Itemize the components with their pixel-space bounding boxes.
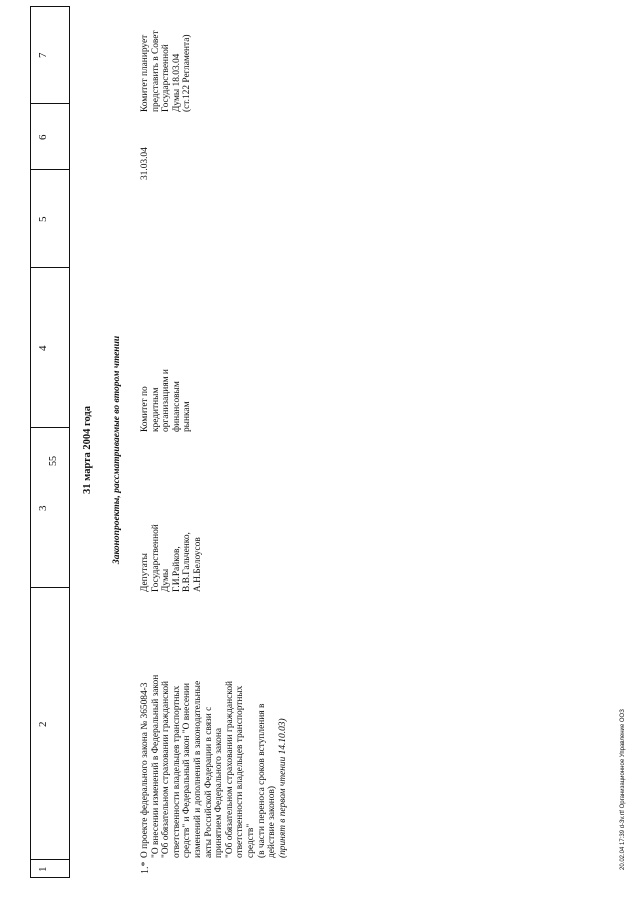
header-cell-4 <box>31 267 69 427</box>
author-line: В.В.Гальченко, <box>182 532 193 592</box>
bill-title-line: акты Российской Федерации в связи с <box>203 706 214 858</box>
author-line: А.Н.Белоусов <box>192 537 203 592</box>
bill-title-line: ответственности владельцев транспортных <box>171 685 182 858</box>
bill-title-line: средств" и Федеральный закон "О внесении <box>182 682 193 858</box>
note-line: Государственной <box>161 44 172 112</box>
header-cell-5 <box>31 169 69 267</box>
bill-title-line: "О внесении изменений в Федеральный закон <box>150 674 161 858</box>
committee-line: Комитет по <box>140 386 150 432</box>
bill-title-line: средств" <box>245 823 256 858</box>
bill-title-line: ответственности владельцев транспортных <box>235 685 246 858</box>
committee-line: кредитным <box>150 387 161 432</box>
bill-title-line: "Об обязательном страховании гражданской <box>224 680 235 858</box>
row-number: 1.* <box>140 861 151 874</box>
header-cell-1 <box>31 859 69 877</box>
bill-title-line: "Об обязательном страховании гражданской <box>161 680 172 858</box>
author-line: Депутаты <box>140 553 150 592</box>
committee-line: рынкам <box>182 401 193 432</box>
section-heading: Законопроекты, рассматриваемые во втором чтении <box>112 335 122 565</box>
committee-line: организациям и <box>161 369 172 432</box>
page-number: 55 <box>48 456 59 466</box>
committee-note <box>140 2 193 112</box>
first-reading-note: (принят в первом чтении 14.10.03) <box>277 718 288 858</box>
note-line: Комитет планирует <box>140 34 150 112</box>
header-number: 4 <box>37 345 49 351</box>
bill-authors <box>140 442 204 592</box>
bill-title-line: действие законов) <box>267 785 278 858</box>
column-number-header <box>30 6 70 878</box>
note-line: представить в Совет <box>150 30 161 112</box>
author-line: Г.И.Райков, <box>171 546 182 592</box>
author-line: Думы <box>161 568 172 592</box>
header-cell-6 <box>31 103 69 169</box>
bill-title-line: О проекте федерального закона № 365084-3 <box>140 682 150 858</box>
bill-title <box>140 638 288 858</box>
header-number: 2 <box>37 721 49 727</box>
header-cell-3 <box>31 427 69 587</box>
header-cell-2 <box>31 587 69 859</box>
header-cell-7 <box>31 5 69 103</box>
file-footer: 20.02.04 17:39 d-3v.rtf Организационное Управление ООЗ <box>620 709 626 870</box>
author-line: Государственной <box>150 524 161 592</box>
committee-line: финансовым <box>171 381 182 432</box>
responsible-committee <box>140 312 193 432</box>
note-line: Думы 18.03.04 <box>171 53 182 112</box>
bill-title-line: (в части переноса сроков вступления в <box>256 703 267 858</box>
header-number: 5 <box>37 216 49 222</box>
bill-title-line: принятием Федерального закона <box>214 727 225 858</box>
header-number: 1 <box>37 866 49 872</box>
bill-title-line: изменений и дополнений в законодательные <box>192 680 203 858</box>
review-date: 31.03.04 <box>140 147 150 180</box>
header-number: 6 <box>37 134 49 140</box>
header-number: 3 <box>37 505 49 511</box>
date-heading: 31 марта 2004 года <box>82 406 93 494</box>
header-number: 7 <box>37 52 49 58</box>
note-line: (ст.122 Регламента) <box>182 34 193 112</box>
